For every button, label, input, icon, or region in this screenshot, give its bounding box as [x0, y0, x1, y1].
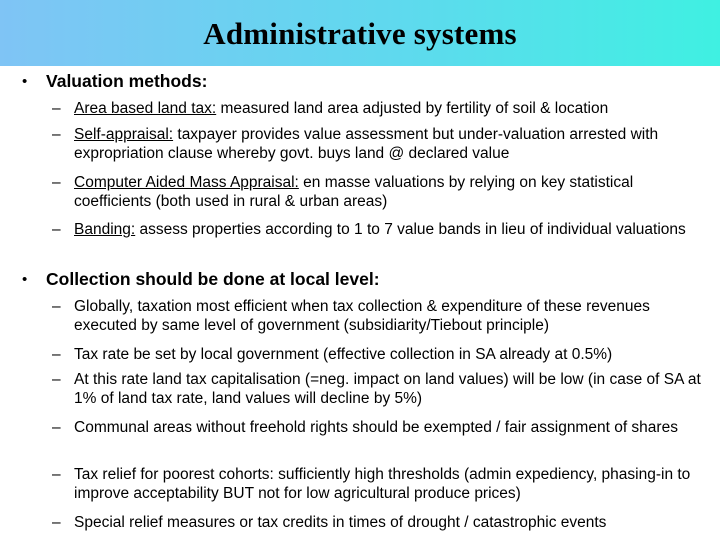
list-item-text: measured land area adjusted by fertility of soil & location	[216, 100, 609, 117]
dash-icon: –	[52, 100, 61, 117]
list-item	[74, 125, 714, 163]
dash-icon: –	[52, 514, 61, 531]
section-heading-collection: Collection should be done at local level:	[46, 269, 380, 289]
list-item: At this rate land tax capitalisation (=neg. impact on land values) will be low (in case of SA at 1% of land tax rate, land values will decline by 5%)	[74, 371, 701, 407]
list-item-text: taxpayer provides value assessment but under-valuation arrested with expropriation clause whereby govt. buys land @ declared value	[74, 126, 659, 162]
dash-icon: –	[52, 126, 61, 143]
dash-icon: –	[52, 346, 61, 363]
title-bar	[0, 0, 720, 66]
slide-title: Administrative systems	[203, 16, 517, 51]
dash-icon: –	[52, 298, 61, 315]
section-heading-valuation: Valuation methods:	[46, 71, 208, 91]
dash-icon: –	[52, 371, 61, 388]
bullet-icon: •	[22, 271, 28, 288]
dash-icon: –	[52, 419, 61, 436]
dash-icon: –	[52, 221, 61, 238]
list-item	[74, 99, 714, 118]
list-item	[74, 220, 714, 239]
list-item	[74, 173, 714, 211]
list-item-text: en masse valuations by relying on key statistical coefficients (both used in rural & urban areas)	[74, 174, 634, 210]
list-item-text: assess properties according to 1 to 7 value bands in lieu of individual valuations	[135, 221, 686, 238]
list-item: Globally, taxation most efficient when tax collection & expenditure of these revenues executed by same level of government (subsidiarity/Tiebout principle)	[74, 298, 650, 334]
list-item: Tax rate be set by local government (effective collection in SA already at 0.5%)	[74, 346, 613, 363]
list-item-term: Computer Aided Mass Appraisal:	[74, 174, 299, 191]
list-item-term: Banding:	[74, 221, 136, 238]
list-item: Special relief measures or tax credits in times of drought / catastrophic events	[74, 514, 607, 531]
list-item: Tax relief for poorest cohorts: sufficiently high thresholds (admin expediency, phasing-in to improve acceptability BUT not for low agricultural produce prices)	[74, 466, 691, 502]
list-item-term: Self-appraisal:	[74, 126, 174, 143]
dash-icon: –	[52, 466, 61, 483]
list-item: Communal areas without freehold rights should be exempted / fair assignment of shares	[74, 419, 678, 436]
list-item-term: Area based land tax:	[74, 100, 217, 117]
dash-icon: –	[52, 174, 61, 191]
bullet-icon: •	[22, 73, 28, 90]
